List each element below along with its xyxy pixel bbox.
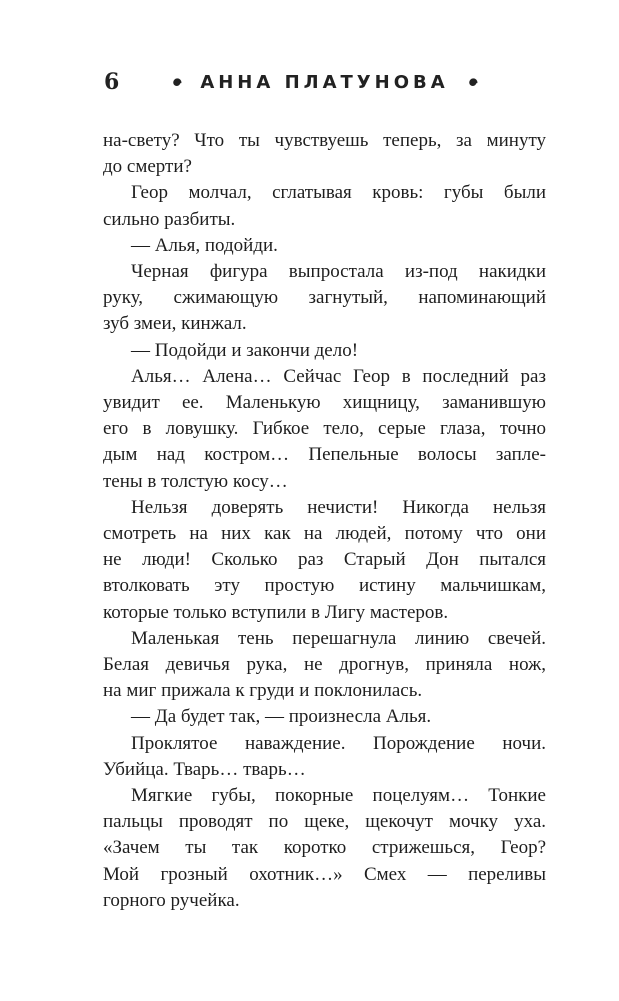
text-line: Нельзя доверять нечисти! Никогда нельзя (131, 496, 546, 518)
text-line: на-свету? Что ты чувствуешь теперь, за минуту (103, 130, 546, 151)
text-line: горного ручейка. (103, 889, 240, 911)
text-line: на миг прижала к груди и поклонилась. (103, 680, 423, 702)
text-line: смотреть на них как на людей, потому что они (103, 523, 546, 545)
page-header (103, 68, 546, 98)
text-line: Маленькая тень перешагнула линию свечей. (131, 627, 546, 649)
text-line: Черная фигура выпростала из-под накидки (131, 261, 546, 283)
text-block (103, 128, 546, 914)
text-line: втолковать эту простую истину мальчишкам, (103, 575, 546, 597)
text-line: до смерти? (103, 156, 192, 178)
text-line: тены в толстую косу… (103, 470, 288, 492)
page-number: 6 (104, 69, 120, 95)
running-title (103, 68, 546, 96)
text-line: Геор молчал, сглатывая кровь: губы были (131, 182, 546, 204)
text-line: Мой грозный охотник…» Смех — переливы (103, 863, 546, 885)
text-line: — Подойди и закончи дело! (131, 339, 359, 361)
text-line: Мягкие губы, покорные поцелуям… Тонкие (131, 785, 546, 807)
text-line: «Зачем ты так коротко стрижешься, Геор? (103, 837, 546, 859)
text-line: Белая девичья рука, не дрогнув, приняла нож, (103, 654, 546, 676)
spiral-icon-left (168, 74, 185, 91)
text-line: сильно разбиты. (103, 208, 236, 230)
text-line: которые только вступили в Лигу мастеров. (103, 601, 449, 623)
text-line: руку, сжимающую загнутый, напоминающий (103, 287, 546, 309)
spiral-icon-right (464, 74, 481, 91)
text-line: его в ловушку. Гибкое тело, серые глаза, точно (103, 418, 546, 440)
text-line: зуб змеи, кинжал. (103, 313, 247, 335)
text-line: не люди! Сколько раз Старый Дон пытался (103, 549, 546, 571)
text-line: Убийца. Тварь… тварь… (103, 758, 306, 780)
text-line: — Алья, подойди. (131, 234, 278, 256)
text-line: увидит ее. Маленькую хищницу, заманившую (103, 392, 546, 414)
text-line: пальцы проводят по щеке, щекочут мочку уха. (103, 811, 546, 833)
text-line: Алья… Алена… Сейчас Геор в последний раз (131, 365, 546, 387)
text-line: дым над костром… Пепельные волосы запле- (103, 444, 546, 466)
text-line: Проклятое наваждение. Порождение ночи. (131, 732, 546, 754)
text-line: — Да будет так, — произнесла Алья. (131, 706, 432, 728)
author-name: АННА ПЛАТУНОВА (200, 71, 449, 93)
